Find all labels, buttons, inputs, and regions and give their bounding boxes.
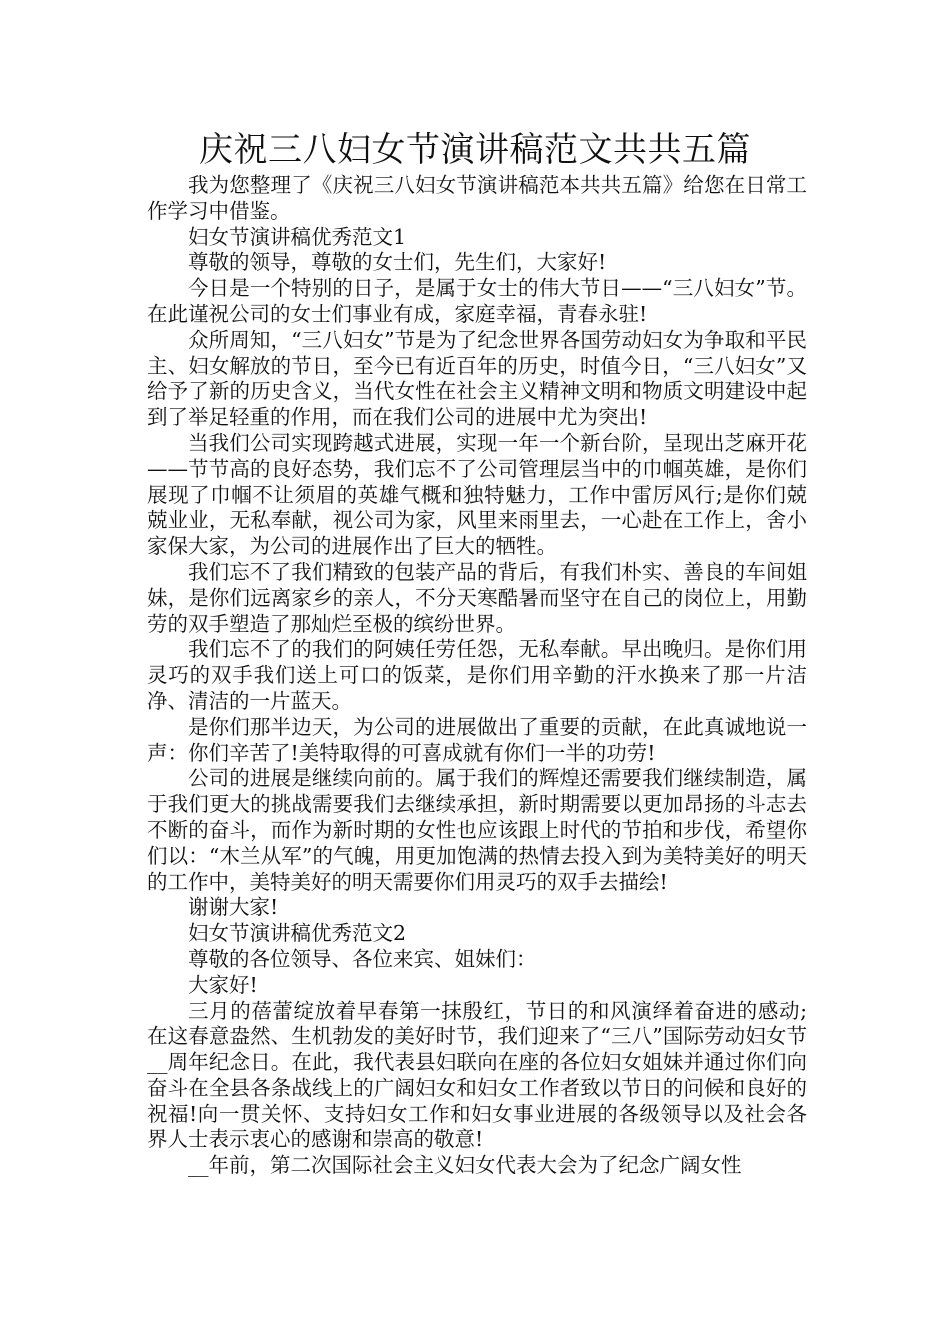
- paragraph: 是你们那半边天，为公司的进展做出了重要的贡献，在此真诚地说一声：你们辛苦了!美特取得的可喜成就有你们一半的功劳!: [147, 714, 807, 765]
- paragraph: __年前，第二次国际社会主义妇女代表大会为了纪念广阔女性: [188, 1153, 742, 1178]
- intro-paragraph: 我为您整理了《庆祝三八妇女节演讲稿范本共共五篇》给您在日常工作学习中借鉴。: [147, 173, 807, 223]
- paragraph: 大家好!: [188, 972, 258, 997]
- document-body: [147, 173, 807, 1179]
- section-heading-1: 妇女节演讲稿优秀范文1: [188, 224, 407, 249]
- paragraph: 谢谢大家!: [188, 895, 279, 920]
- paragraph: 我们忘不了的我们的阿姨任劳任怨，无私奉献。早出晚归。是你们用灵巧的双手我们送上可口的饭菜，是你们用辛勤的汗水换来了那一片洁净、清洁的一片蓝天。: [147, 637, 807, 713]
- paragraph: 众所周知，“三八妇女”节是为了纪念世界各国劳动妇女为争取和平民主、妇女解放的节日，至今已有近百年的历史，时值今日，“三八妇女”又给予了新的历史含义，当代女性在社会主义精神文明和物质文明建设中起到了举足轻重的作用，而在我们公司的进展中尤为突出!: [147, 327, 807, 430]
- section-heading-2: 妇女节演讲稿优秀范文2: [188, 921, 407, 946]
- document-title: 庆祝三八妇女节演讲稿范文共共五篇: [199, 130, 751, 170]
- paragraph: 尊敬的各位领导、各位来宾、姐妹们：: [188, 946, 537, 971]
- paragraph: 我们忘不了我们精致的包装产品的背后，有我们朴实、善良的车间姐妹，是你们远离家乡的亲人，不分天寒酷暑而坚守在自己的岗位上，用勤劳的双手塑造了那灿烂至极的缤纷世界。: [147, 559, 807, 636]
- paragraph: 公司的进展是继续向前的。属于我们的辉煌还需要我们继续制造，属于我们更大的挑战需要我们去继续承担，新时期需要以更加昂扬的斗志去不断的奋斗，而作为新时期的女性也应该跟上时代的节拍和步伐，希望你们以：“木兰从军”的气魄，用更加饱满的热情去投入到为美特美好的明天的工作中，美特美好的明天需要你们用灵巧的双手去描绘!: [147, 766, 807, 894]
- paragraph: 三月的蓓蕾绽放着早春第一抹殷红，节日的和风演绎着奋进的感动;在这春意盎然、生机勃发的美好时节，我们迎来了“三八”国际劳动妇女节__周年纪念日。在此，我代表县妇联向在座的各位妇女姐妹并通过你们向奋斗在全县各条战线上的广阔妇女和妇女工作者致以节日的问候和良好的祝福!向一贯关怀、支持妇女工作和妇女事业进展的各级领导以及社会各界人士表示衷心的感谢和崇高的敬意!: [147, 998, 807, 1152]
- paragraph: 尊敬的领导，尊敬的女士们，先生们，大家好!: [188, 250, 607, 275]
- paragraph: 当我们公司实现跨越式进展，实现一年一个新台阶，呈现出芝麻开花——节节高的良好态势，我们忘不了公司管理层当中的巾帼英雄，是你们展现了巾帼不让须眉的英雄气概和独特魅力，工作中雷厉风行;是你们兢兢业业，无私奉献，视公司为家，风里来雨里去，一心赴在工作上，舍小家保大家，为公司的进展作出了巨大的牺牲。: [147, 430, 807, 559]
- paragraph: 今日是一个特别的日子，是属于女士的伟大节日——“三八妇女”节。在此谨祝公司的女士们事业有成，家庭幸福，青春永驻!: [147, 276, 807, 326]
